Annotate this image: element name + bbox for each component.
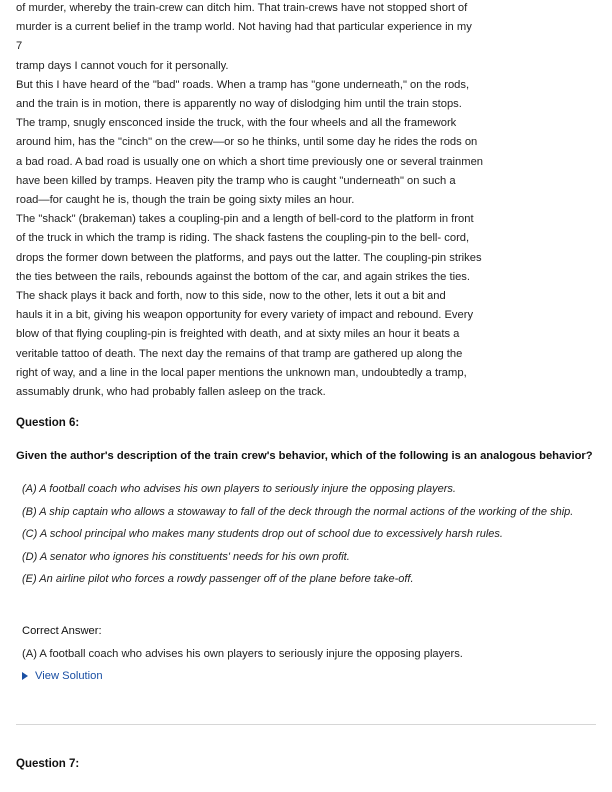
passage-line: of murder, whereby the train-crew can ditch him. That train-crews have not stopped short of xyxy=(16,2,468,14)
correct-answer-text: (A) A football coach who advises his own players to seriously injure the opposing players. xyxy=(22,648,463,660)
passage-line: have been killed by tramps. Heaven pity the tramp who is caught "underneath" on such a xyxy=(16,174,456,187)
page-number: 7 xyxy=(16,40,23,53)
expand-triangle-icon xyxy=(22,672,28,680)
passage-line: murder is a current belief in the tramp world. Not having had that particular experience in my xyxy=(16,21,472,34)
passage-line: a bad road. A bad road is usually one on which a short time previously one or several trainmen xyxy=(16,155,484,168)
passage-line: drops the former down between the platforms, and pays out the latter. The coupling-pin strikes xyxy=(16,251,482,264)
passage-line: veritable tattoo of death. The next day the remains of that tramp are gathered up along the xyxy=(16,347,463,360)
option-a[interactable]: (A) A football coach who advises his own players to seriously injure the opposing players. xyxy=(22,483,456,495)
passage-line: hauls it in a bit, giving his weapon opportunity for every variety of impact and rebound. Every xyxy=(16,309,474,322)
question-6-stem: Given the author's description of the train crew's behavior, which of the following is an analogous behavior? xyxy=(16,450,593,462)
question-6-label: Question 6: xyxy=(16,417,80,429)
passage-line: blow of that flying coupling-pin is freighted with death, and at sixty miles an hour it beats a xyxy=(16,328,460,341)
passage-line: tramp days I cannot vouch for it personally. xyxy=(16,59,229,72)
option-d[interactable]: (D) A senator who ignores his constituents' needs for his own profit. xyxy=(22,550,350,563)
passage-line: assumably drunk, who had probably fallen asleep on the track. xyxy=(16,386,326,399)
answer-options xyxy=(22,480,606,593)
passage-line: The "shack" (brakeman) takes a coupling-pin and a length of bell-cord to the platform in front xyxy=(16,213,474,226)
view-solution-link[interactable] xyxy=(22,670,103,682)
option-c[interactable]: (C) A school principal who makes many students drop out of school due to excessively harsh rules. xyxy=(22,528,503,540)
option-e[interactable]: (E) An airline pilot who forces a rowdy passenger off of the plane before take-off. xyxy=(22,573,414,585)
passage-text xyxy=(16,0,596,402)
passage-line: the ties between the rails, rebounds against the bottom of the car, and again strikes the ties. xyxy=(16,270,470,283)
passage-line: of the truck in which the tramp is riding. The shack fastens the coupling-pin to the bell- cord, xyxy=(16,232,470,245)
option-b[interactable]: (B) A ship captain who allows a stowaway to fall of the deck through the normal actions of the working of the ship. xyxy=(22,505,574,518)
passage-line: But this I have heard of the "bad" roads. When a tramp has "gone underneath," on the rods, xyxy=(16,78,470,91)
passage-line: right of way, and a line in the local paper mentions the unknown man, undoubtedly a tramp, xyxy=(16,366,467,379)
view-solution-label: View Solution xyxy=(35,670,103,682)
section-divider xyxy=(16,724,596,725)
passage-line: and the train is in motion, there is apparently no way of dislodging him until the train stops. xyxy=(16,98,462,111)
passage-line: The tramp, snugly ensconced inside the truck, with the four wheels and all the framework xyxy=(16,117,457,130)
passage-line: The shack plays it back and forth, now to this side, now to the other, lets it out a bit and xyxy=(16,290,446,303)
passage-line: road—for caught he is, though the train be going sixty miles an hour. xyxy=(16,194,355,207)
question-7-label: Question 7: xyxy=(16,758,80,770)
passage-line: around him, has the "cinch" on the crew—or so he thinks, until some day he rides the rods on xyxy=(16,136,478,149)
correct-answer-label: Correct Answer: xyxy=(22,625,102,637)
